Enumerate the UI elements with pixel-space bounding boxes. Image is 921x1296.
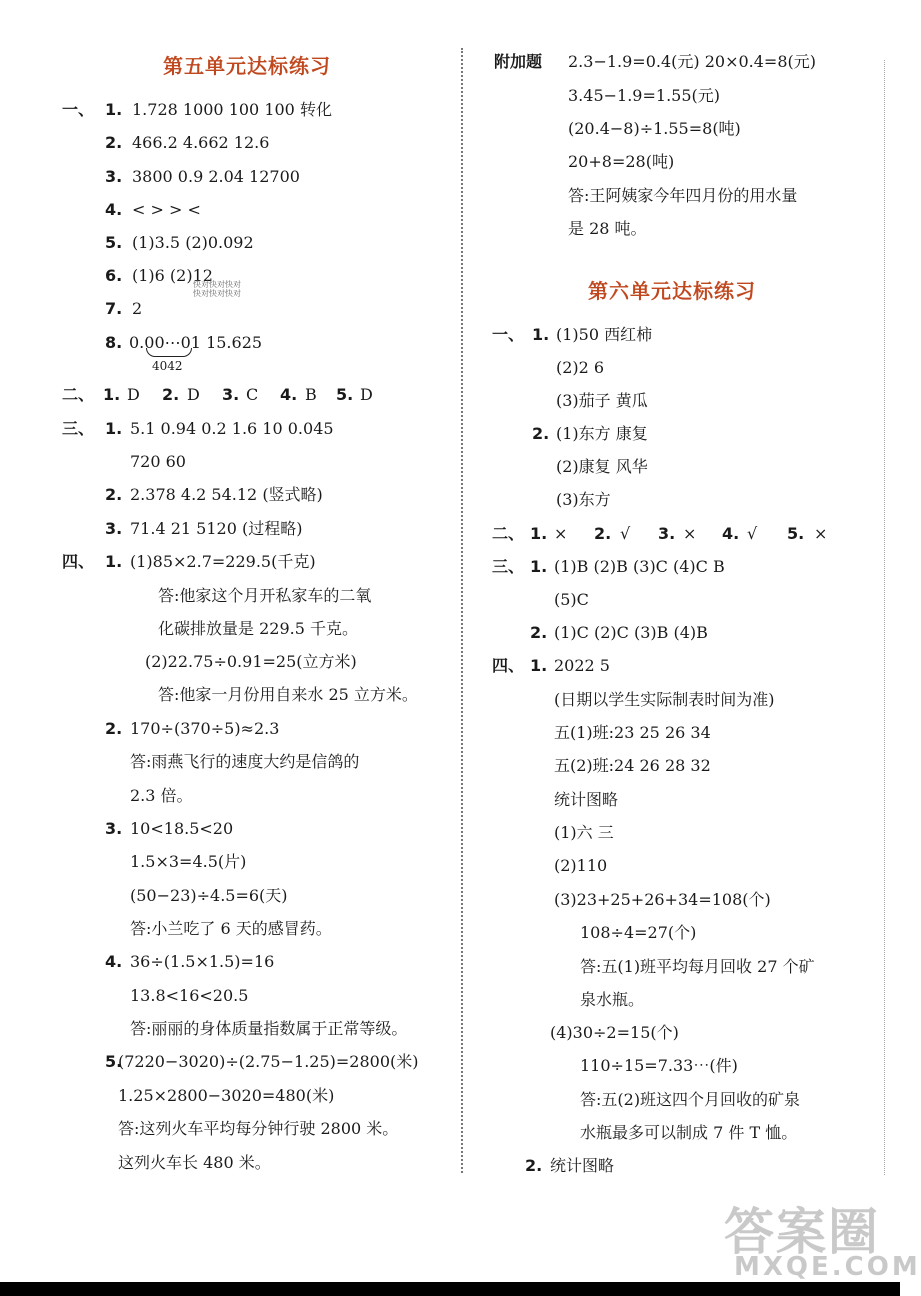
- answer-line: 答:这列火车平均每分钟行驶 2800 米。: [118, 1119, 399, 1138]
- section-1-label: 一、: [62, 100, 95, 119]
- q-number: 7.: [105, 299, 123, 318]
- choice-answer: D: [127, 385, 140, 404]
- answer-line: 1.5×3=4.5(片): [130, 852, 247, 871]
- answer-line: 答:王阿姨家今年四月份的用水量: [568, 186, 798, 205]
- judge-answer: √: [620, 524, 631, 543]
- q-number: 1.: [530, 557, 548, 576]
- answer-line: 五(2)班:24 26 28 32: [554, 756, 711, 775]
- answer-line: 答:五(2)班这四个月回收的矿泉: [580, 1090, 801, 1109]
- answer-line: (20.4−8)÷1.55=8(吨): [568, 119, 741, 138]
- answer-line: 2.378 4.2 54.12 (竖式略): [130, 485, 323, 504]
- answer-line: 0.00⋯01 15.625: [129, 333, 263, 352]
- q-number: 3.: [105, 819, 123, 838]
- answer-line: 化碳排放量是 229.5 千克。: [158, 619, 358, 638]
- q-number: 2.: [105, 485, 123, 504]
- answer-line: 这列火车长 480 米。: [118, 1153, 271, 1172]
- answer-line: (3)茄子 黄瓜: [556, 391, 648, 410]
- answer-line: (3)东方: [556, 490, 611, 509]
- answer-line: 是 28 吨。: [568, 219, 647, 238]
- q-number: 1.: [532, 325, 550, 344]
- answer-line: 答:他家一月份用自来水 25 立方米。: [158, 685, 418, 704]
- q-number: 4.: [722, 524, 740, 543]
- answer-line: (50−23)÷4.5=6(天): [130, 886, 288, 905]
- stamp-mark: 快对快对快对 快对快对快对: [193, 280, 241, 298]
- judge-answer: ×: [683, 524, 697, 543]
- q-number: 2.: [530, 623, 548, 642]
- answer-line: (1)东方 康复: [556, 424, 648, 443]
- answer-line: 答:雨燕飞行的速度大约是信鸽的: [130, 752, 360, 771]
- answer-line: 466.2 4.662 12.6: [132, 133, 270, 152]
- answer-line: (日期以学生实际制表时间为准): [554, 690, 775, 709]
- choice-answer: C: [246, 385, 259, 404]
- q-number: 4.: [280, 385, 298, 404]
- answer-line: 13.8<16<20.5: [130, 986, 249, 1005]
- q-number: 3.: [105, 167, 123, 186]
- choice-answer: D: [187, 385, 200, 404]
- answer-line: (4)30÷2=15(个): [550, 1023, 679, 1042]
- q-number: 5.: [105, 1052, 123, 1071]
- section-4-label: 四、: [62, 552, 95, 571]
- answer-line: 10<18.5<20: [130, 819, 234, 838]
- section-4-label: 四、: [492, 656, 525, 675]
- judge-answer: √: [747, 524, 758, 543]
- q-number: 1.: [530, 656, 548, 675]
- answer-line: (5)C: [554, 590, 589, 609]
- q-number: 3.: [105, 519, 123, 538]
- answer-line: (1)6 (2)12: [132, 266, 213, 285]
- answer-line: (2)康复 风华: [556, 457, 648, 476]
- section-2-label: 二、: [492, 524, 525, 543]
- watermark-logo: 答案圈: [724, 1203, 880, 1261]
- right-edge-divider: [884, 60, 885, 1175]
- answer-line: 答:小兰吃了 6 天的感冒药。: [130, 919, 332, 938]
- unit5-title: 第五单元达标练习: [163, 54, 331, 78]
- answer-line: 2: [132, 299, 143, 318]
- answer-line: 36÷(1.5×1.5)=16: [130, 952, 275, 971]
- section-3-label: 三、: [62, 419, 95, 438]
- q-number: 1.: [530, 524, 548, 543]
- underbrace: [146, 348, 192, 357]
- answer-line: 20+8=28(吨): [568, 152, 675, 171]
- unit6-title: 第六单元达标练习: [588, 279, 756, 303]
- q-number: 1.: [105, 100, 123, 119]
- answer-line: 答:丽丽的身体质量指数属于正常等级。: [130, 1019, 408, 1038]
- q-number: 1.: [105, 419, 123, 438]
- answer-line: 110÷15=7.33⋯(件): [580, 1056, 738, 1075]
- choice-answer: D: [360, 385, 373, 404]
- bottom-bar: [0, 1282, 900, 1296]
- answer-line: (2)110: [554, 856, 608, 875]
- answer-line: (1)六 三: [554, 823, 614, 842]
- answer-line: 71.4 21 5120 (过程略): [130, 519, 303, 538]
- column-divider: [461, 48, 463, 1173]
- q-number: 1.: [105, 552, 123, 571]
- answer-line: 答:他家这个月开私家车的二氧: [158, 586, 372, 605]
- answer-line: 2022 5: [554, 656, 610, 675]
- answer-line: 1.25×2800−3020=480(米): [118, 1086, 335, 1105]
- answer-line: 3800 0.9 2.04 12700: [132, 167, 300, 186]
- answer-line: 统计图略: [554, 790, 619, 809]
- q-number: 5.: [336, 385, 354, 404]
- q-number: 2.: [594, 524, 612, 543]
- answer-line: < > > <: [132, 200, 201, 219]
- q-number: 3.: [222, 385, 240, 404]
- judge-answer: ×: [554, 524, 568, 543]
- q-number: 8.: [105, 333, 123, 352]
- answer-line: (1)B (2)B (3)C (4)C B: [554, 557, 725, 576]
- answer-line: (1)50 西红柿: [556, 325, 653, 344]
- answer-line: (7220−3020)÷(2.75−1.25)=2800(米): [118, 1052, 419, 1071]
- q-number: 5.: [105, 233, 123, 252]
- q-number: 1.: [103, 385, 121, 404]
- answer-line: 108÷4=27(个): [580, 923, 697, 942]
- answer-line: 720 60: [130, 452, 186, 471]
- answer-line: (2)2 6: [556, 358, 605, 377]
- section-1-label: 一、: [492, 325, 525, 344]
- watermark-url: MXQE.COM: [734, 1252, 921, 1282]
- answer-line: 2.3 倍。: [130, 786, 193, 805]
- section-3-label: 三、: [492, 557, 525, 576]
- bonus-label: 附加题: [494, 52, 543, 71]
- answer-line: 统计图略: [550, 1156, 615, 1175]
- q-number: 2.: [532, 424, 550, 443]
- answer-line: 2.3−1.9=0.4(元) 20×0.4=8(元): [568, 52, 817, 71]
- underbrace-count: 4042: [152, 359, 183, 373]
- answer-line: 170÷(370÷5)≈2.3: [130, 719, 280, 738]
- answer-line: 答:五(1)班平均每月回收 27 个矿: [580, 957, 815, 976]
- answer-line: 水瓶最多可以制成 7 件 T 恤。: [580, 1123, 798, 1142]
- answer-line: 五(1)班:23 25 26 34: [554, 723, 711, 742]
- q-number: 6.: [105, 266, 123, 285]
- answer-line: 3.45−1.9=1.55(元): [568, 86, 720, 105]
- q-number: 2.: [162, 385, 180, 404]
- judge-answer: ×: [814, 524, 828, 543]
- section-2-label: 二、: [62, 385, 95, 404]
- q-number: 5.: [787, 524, 805, 543]
- choice-answer: B: [305, 385, 317, 404]
- answer-line: 5.1 0.94 0.2 1.6 10 0.045: [130, 419, 334, 438]
- answer-line: 1.728 1000 100 100 转化: [132, 100, 332, 119]
- answer-line: (1)C (2)C (3)B (4)B: [554, 623, 708, 642]
- answer-line: (1)3.5 (2)0.092: [132, 233, 254, 252]
- answer-line: 泉水瓶。: [580, 990, 645, 1009]
- q-number: 2.: [525, 1156, 543, 1175]
- q-number: 2.: [105, 133, 123, 152]
- q-number: 3.: [658, 524, 676, 543]
- q-number: 2.: [105, 719, 123, 738]
- answer-line: (3)23+25+26+34=108(个): [554, 890, 771, 909]
- answer-line: (2)22.75÷0.91=25(立方米): [145, 652, 357, 671]
- q-number: 4.: [105, 200, 123, 219]
- q-number: 4.: [105, 952, 123, 971]
- answer-line: (1)85×2.7=229.5(千克): [130, 552, 316, 571]
